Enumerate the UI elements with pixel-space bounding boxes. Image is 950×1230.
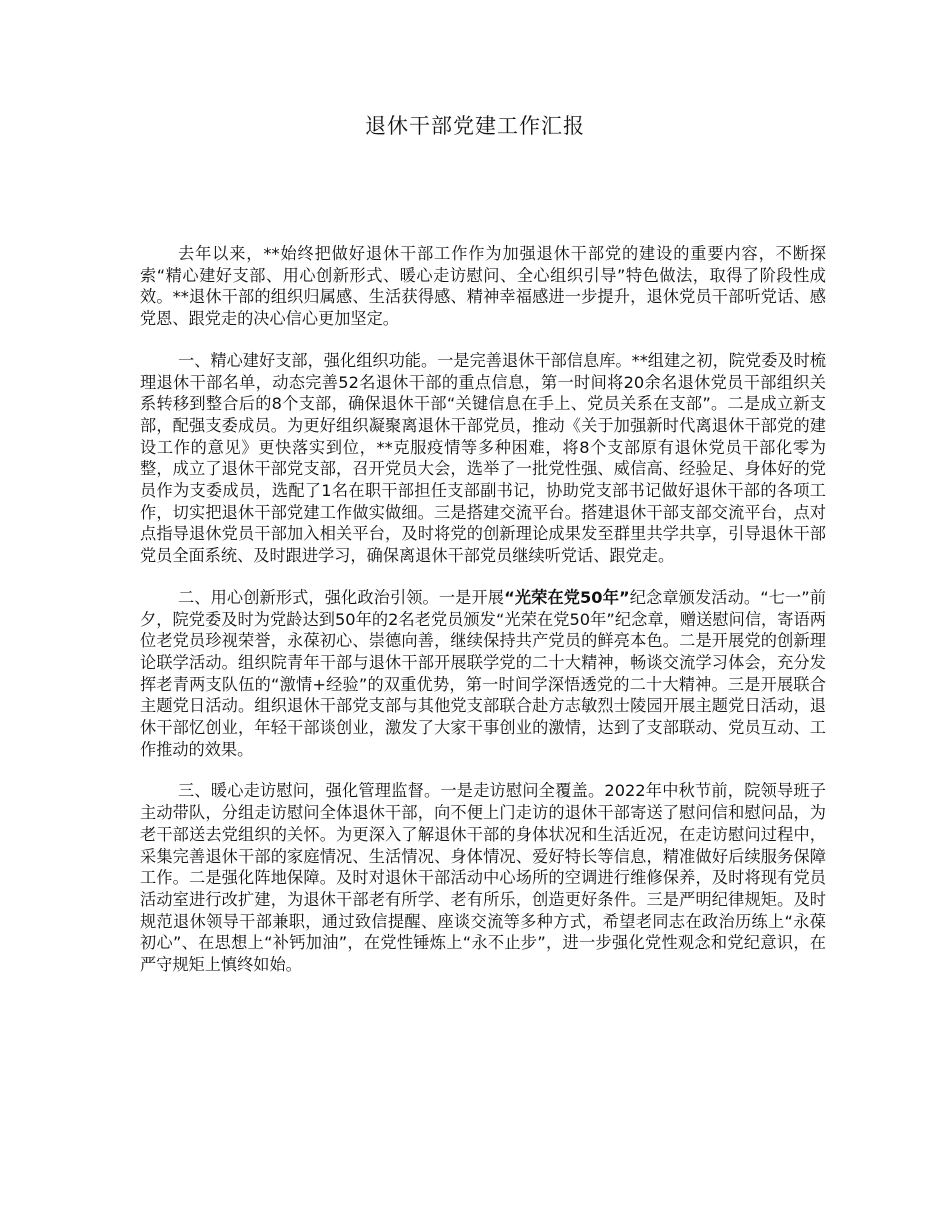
document-body — [140, 243, 826, 996]
paragraph-section-2 — [140, 587, 826, 761]
paragraph-section-2-rest: 纪念章颁发活动。“七一”前夕，院党委及时为党龄达到50年的2名老党员颁发“光荣在党50年”纪念章，赠送慰问信，寄语两位老党员珍视荣誉，永葆初心、崇德向善，继续保持共产党员的鲜亮本色。二是开展党的创新理论联学活动。组织院青年干部与退休干部开展联学党的二十大精神，畅谈交流学习体会，充分发挥老青两支队伍的“激情+经验”的双重优势，第一时间学深悟透党的二十大精神。三是开展联合主题党日活动。组织退休干部党支部与其他党支部联合赴方志敏烈士陵园开展主题党日活动，退休干部忆创业，年轻干部谈创业，激发了大家干事创业的激情，达到了支部联动、党员互动、工作推动的效果。 — [140, 587, 826, 759]
document-title: 退休干部党建工作汇报 — [365, 114, 585, 138]
paragraph-intro: 去年以来，**始终把做好退休干部工作作为加强退休干部党的建设的重要内容，不断探索“精心建好支部、用心创新形式、暖心走访慰问、全心组织引导”特色做法，取得了阶段性成效。**退休干部的组织归属感、生活获得感、精神幸福感进一步提升，退休党员干部听党话、感党恩、跟党走的决心信心更加坚定。 — [140, 244, 826, 329]
paragraph-section-3: 三、暖心走访慰问，强化管理监督。一是走访慰问全覆盖。2022年中秋节前，院领导班子主动带队，分组走访慰问全体退休干部，向不便上门走访的退休干部寄送了慰问信和慰问品，为老干部送去党组织的关怀。为更深入了解退休干部的身体状况和生活近况，在走访慰问过程中，采集完善退休干部的家庭情况、生活情况、身体情况、爱好特长等信息，精准做好后续服务保障工作。二是强化阵地保障。及时对退休干部活动中心场所的空调进行维修保养，及时将现有党员活动室进行改扩建，为退休干部老有所学、老有所乐，创造更好条件。三是严明纪律规矩。及时规范退休领导干部兼职，通过致信提醒、座谈交流等多种方式，希望老同志在政治历练上“永葆初心”、在思想上“补钙加油”，在党性锤炼上“永不止步”，进一步强化党性观念和党纪意识，在严守规矩上慎终如始。 — [140, 781, 826, 975]
paragraph-section-2-bold: “光荣在党50年” — [504, 587, 630, 607]
paragraph-section-2-start: 二、用心创新形式，强化政治引领。一是开展 — [178, 587, 505, 607]
paragraph-section-1: 一、精心建好支部，强化组织功能。一是完善退休干部信息库。**组建之初，院党委及时梳理退休干部名单，动态完善52名退休干部的重点信息，第一时间将20余名退休党员干部组织关系转移到整合后的8个支部，确保退休干部“关键信息在手上、党员关系在支部”。二是成立新支部，配强支委成员。为更好组织凝聚离退休干部党员，推动《关于加强新时代离退休干部党的建设工作的意见》更快落实到位，**克服疫情等多种困难，将8个支部原有退休党员干部化零为整，成立了退休干部党支部，召开党员大会，选举了一批党性强、威信高、经验足、身体好的党员作为支委成员，选配了1名在职干部担任支部副书记，协助党支部书记做好退休干部的各项工作，切实把退休干部党建工作做实做细。三是搭建交流平台。搭建退休干部支部交流平台，点对点指导退休党员干部加入相关平台，及时将党的创新理论成果发至群里共学共享，引导退休干部党员全面系统、及时跟进学习，确保离退休干部党员继续听党话、跟党走。 — [140, 350, 826, 566]
